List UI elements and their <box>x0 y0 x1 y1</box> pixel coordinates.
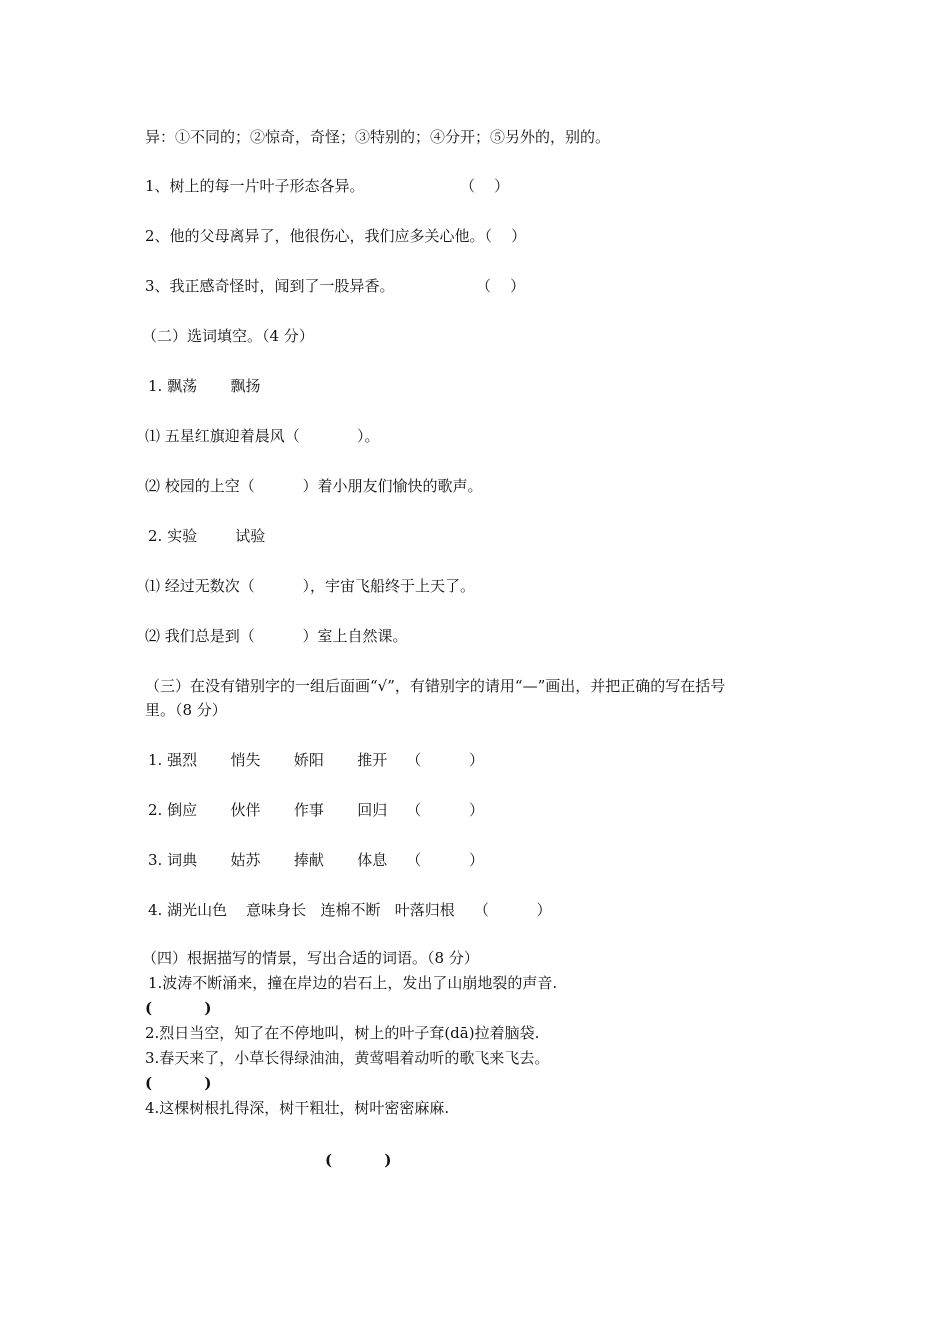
fill-sentence-2-1: ⑴ 经过无数次（ ），宇宙飞船终于上天了。 <box>145 577 475 595</box>
question-1-blank[interactable]: （ ） <box>460 177 510 195</box>
scene-blank-3[interactable]: ( ) <box>145 1074 212 1092</box>
word-row-2: 2. 倒应 伙伴 作事 回归 （ ） <box>148 801 484 819</box>
section-3-heading-cont: 里。（8 分） <box>145 701 227 719</box>
fill-sentence-1-1: ⑴ 五星红旗迎着晨风（ ）。 <box>145 427 380 445</box>
word-row-4: 4. 湖光山色 意味身长 连棉不断 叶落归根 （ ） <box>148 901 552 919</box>
scene-blank-1[interactable]: ( ) <box>145 999 212 1017</box>
scene-sentence-4: 4.这棵树根扎得深，树干粗壮，树叶密密麻麻. <box>145 1099 450 1117</box>
definition-line: 异：①不同的；②惊奇，奇怪；③特别的；④分开；⑤另外的，别的。 <box>145 128 611 146</box>
question-3-blank[interactable]: （ ） <box>476 277 526 295</box>
scene-sentence-3: 3.春天来了，小草长得绿油油，黄莺唱着动听的歌飞来飞去。 <box>145 1049 550 1067</box>
fill-sentence-2-2: ⑵ 我们总是到（ ）室上自然课。 <box>145 627 408 645</box>
scene-sentence-1: 1.波涛不断涌来，撞在岸边的岩石上，发出了山崩地裂的声音. <box>148 974 558 992</box>
word-choice-group-1: 1. 飘荡 飘扬 <box>148 377 261 395</box>
section-3-heading: （三）在没有错别字的一组后面画“√”，有错别字的请用“—”画出，并把正确的写在括号 <box>145 677 726 695</box>
scene-blank-4[interactable]: ( ) <box>325 1151 392 1169</box>
section-2-heading: （二）选词填空。（4 分） <box>142 327 314 345</box>
word-row-3: 3. 词典 姑苏 捧献 体息 （ ） <box>148 851 484 869</box>
question-3: 3、我正感奇怪时，闻到了一股异香。 <box>145 277 395 295</box>
question-2: 2、他的父母离异了，他很伤心，我们应多关心他。（ ） <box>145 227 527 245</box>
scene-sentence-2: 2.烈日当空，知了在不停地叫，树上的叶子耷(dā)拉着脑袋. <box>145 1024 540 1042</box>
word-row-1: 1. 强烈 悄失 娇阳 推开 （ ） <box>148 751 484 769</box>
word-choice-group-2: 2. 实验 试验 <box>148 527 266 545</box>
section-4-heading: （四）根据描写的情景，写出合适的词语。（8 分） <box>142 949 479 967</box>
question-1: 1、树上的每一片叶子形态各异。 <box>145 177 365 195</box>
fill-sentence-1-2: ⑵ 校园的上空（ ）着小朋友们愉快的歌声。 <box>145 477 483 495</box>
